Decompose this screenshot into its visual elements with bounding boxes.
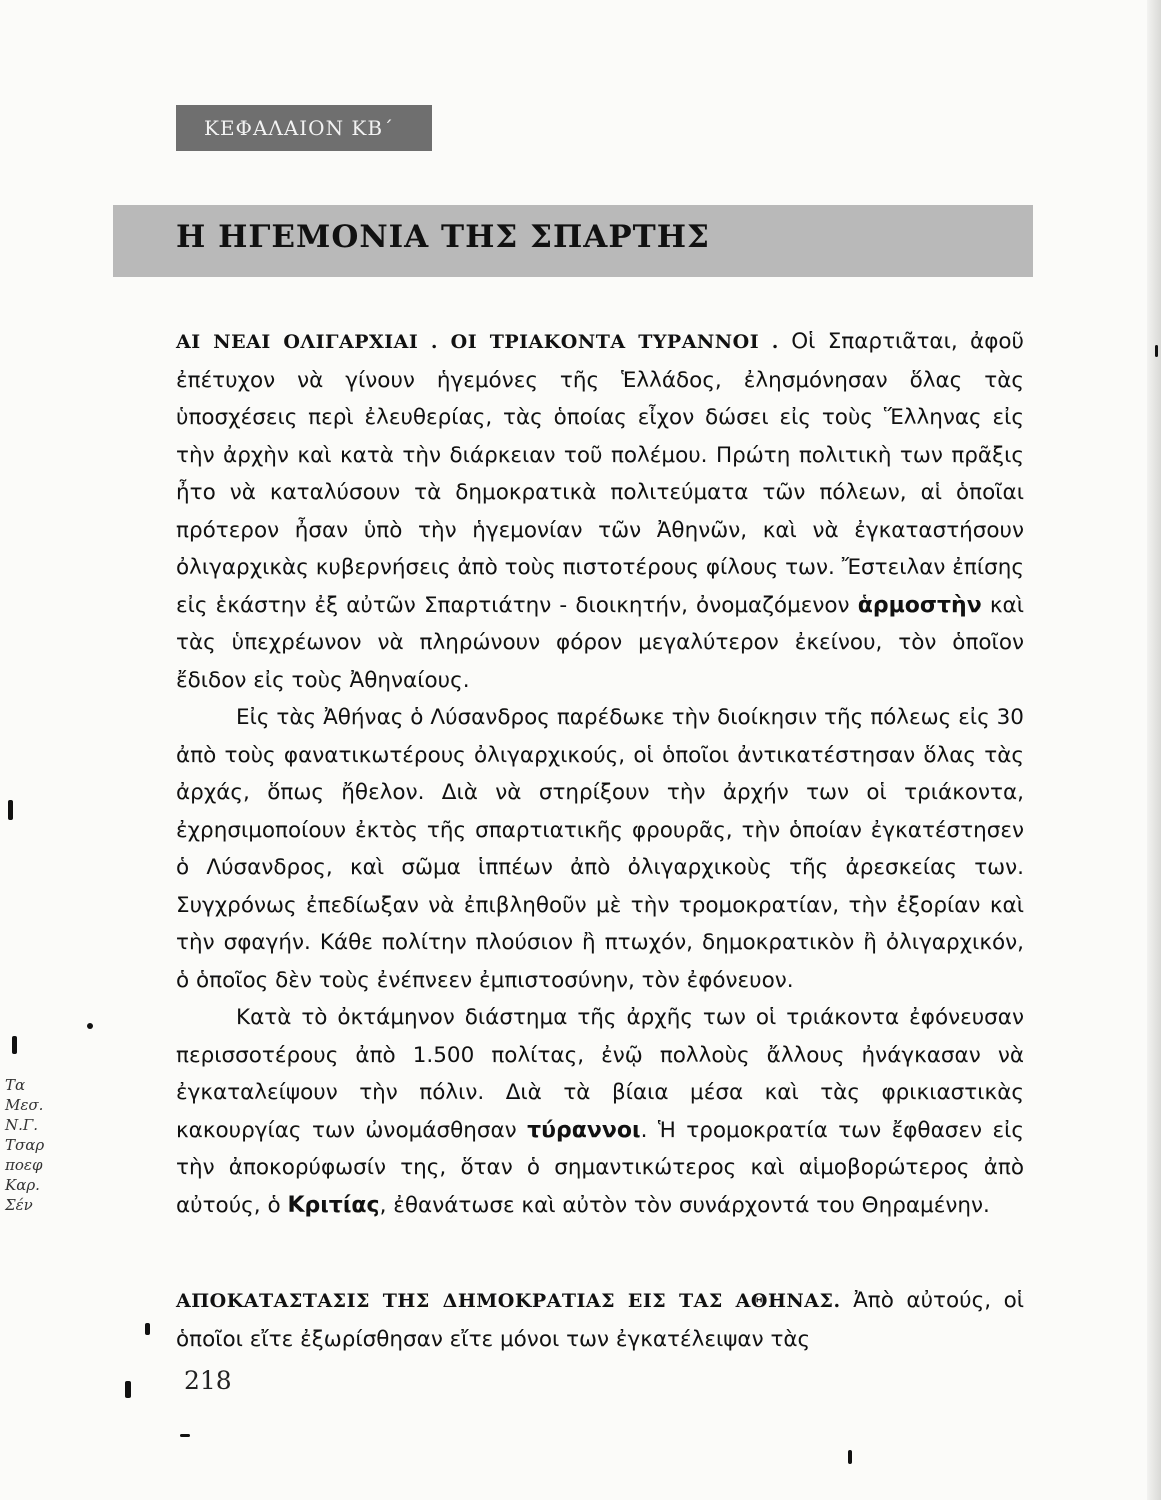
margin-note-line: ποεφ (5, 1156, 43, 1174)
p1-text-b: καὶ τὰς ὑπεχρέωνον νὰ πληρώνουν φόρον μεγαλύτερον ἐκείνου, τὸν ὁποῖον ἔδιδον εἰς τοὺς Ἀθηναίους. (176, 592, 1024, 693)
margin-note-line: Τσαρ (5, 1136, 45, 1154)
page-number: 218 (184, 1366, 232, 1395)
body-text (176, 323, 1024, 1358)
section-gap (176, 1224, 1024, 1282)
paragraph-1 (176, 323, 1024, 699)
margin-note-line: Τα (5, 1076, 26, 1094)
margin-note-line: Σέν (5, 1196, 33, 1214)
paragraph-4 (176, 1282, 1024, 1358)
paragraph-3 (176, 999, 1024, 1224)
margin-ink-mark (12, 1036, 17, 1054)
margin-note-line: Καρ. (5, 1176, 40, 1194)
p3-text-c: , ἐθανάτωσε καὶ αὐτὸν τὸν συνάρχοντά του Θηραμένην. (379, 1192, 990, 1218)
margin-note-line: Μεσ. (5, 1096, 44, 1114)
section-heading-democracy: ΑΠΟΚΑΤΑΣΤΑΣΙΣ ΤΗΣ ΔΗΜΟΚΡΑΤΙΑΣ ΕΙΣ ΤΑΣ ΑΘΗΝΑΣ. (176, 1290, 841, 1312)
p3-text-a: Κατὰ τὸ ὀκτάμηνον διάστημα τῆς ἀρχῆς των οἱ τριάκοντα ἐφόνευσαν περισσοτέρους ἀπὸ 1.500 πολίτας, ἐνῷ πολλοὺς ἄλλους ἠνάγκασαν νὰ ἐγκαταλείψουν τὴν πόλιν. Διὰ τὰ βίαια μέσα καὶ τὰς φρικιαστικὰς κακουργίας των ὠνομάσθησαν (176, 1005, 1024, 1143)
margin-ink-mark (125, 1381, 131, 1398)
term-tyrants: τύραννοι (527, 1117, 641, 1143)
margin-ink-mark (180, 1434, 190, 1437)
margin-note-line: Ν.Γ. (5, 1116, 39, 1134)
margin-ink-mark (87, 1023, 93, 1029)
handwritten-margin-note (5, 1075, 115, 1215)
p1-text-a: Οἱ Σπαρτιᾶται, ἀφοῦ ἐπέτυχον νὰ γίνουν ἡγεμόνες τῆς Ἑλλάδος, ἐλησμόνησαν ὅλας τὰς ὑποσχέσεις περὶ ἐλευθερίας, τὰς ὁποίας εἶχον δώσει εἰς τοὺς Ἕλληνας εἰς τὴν ἀρχὴν καὶ κατὰ τὴν διάρκειαν τοῦ πολέμου. Πρώτη πολιτικὴ των πρᾶξις ἦτο νὰ καταλύσουν τὰ δημοκρατικὰ πολιτεύματα τῶν πόλεων, αἱ ὁποῖαι πρότερον ἦσαν ὑπὸ τὴν ἡγεμονίαν τῶν Ἀθηνῶν, καὶ νὰ ἐγκαταστήσουν ὀλιγαρχικὰς κυβερνήσεις ἀπὸ τοὺς πιστοτέρους φίλους των. Ἔστειλαν ἐπίσης εἰς ἑκάστην ἐξ αὐτῶν Σπαρτιάτην - διοικητήν, ὀνομαζόμενον (176, 329, 1024, 618)
p4-text: Ἀπὸ αὐτούς, οἱ ὁποῖοι εἴτε ἐξωρίσθησαν εἴτε μόνοι των ἐγκατέλειψαν τὰς (176, 1288, 1024, 1352)
chapter-label-text: ΚΕΦΑΛΑΙΟΝ ΚΒ΄ (204, 116, 395, 140)
term-harmost: ἁρμοστὴν (857, 592, 982, 618)
margin-ink-mark (848, 1450, 852, 1464)
p3-text-b: . Ἡ τρομοκρατία των ἔφθασεν εἰς τὴν ἀποκορύφωσίν της, ὅταν ὁ σημαντικώτερος καὶ αἱμοβορώτερος ἀπὸ αὐτούς, ὁ (176, 1117, 1024, 1218)
chapter-title: Η ΗΓΕΜΟΝΙΑ ΤΗΣ ΣΠΑΡΤΗΣ (176, 219, 710, 255)
section-heading-oligarchies: ΑΙ ΝΕΑΙ ΟΛΙΓΑΡΧΙΑΙ . ΟΙ ΤΡΙΑΚΟΝΤΑ ΤΥΡΑΝΝΟΙ . (176, 331, 779, 353)
term-kritias: Κριτίας (287, 1192, 380, 1218)
chapter-label (176, 105, 432, 151)
page-edge-shadow (1147, 0, 1161, 1500)
margin-ink-mark (8, 800, 13, 820)
margin-ink-mark (1155, 345, 1158, 357)
margin-ink-mark (145, 1323, 150, 1335)
paragraph-2: Εἰς τὰς Ἀθήνας ὁ Λύσανδρος παρέδωκε τὴν διοίκησιν τῆς πόλεως εἰς 30 ἀπὸ τοὺς φανατικωτέρους ὀλιγαρχικούς, οἱ ὁποῖοι ἀντικατέστησαν ὅλας τὰς ἀρχάς, ὅπως ἤθελον. Διὰ νὰ στηρίξουν τὴν ἀρχήν των οἱ τριάκοντα, ἐχρησιμοποίουν ἐκτὸς τῆς σπαρτιατικῆς φρουρᾶς, τὴν ὁποίαν ἐγκατέστησεν ὁ Λύσανδρος, καὶ σῶμα ἱππέων ἀπὸ ὀλιγαρχικοὺς τῆς ἀρεσκείας των. Συγχρόνως ἐπεδίωξαν νὰ ἐπιβληθοῦν μὲ τὴν τρομοκρατίαν, τὴν ἐξορίαν καὶ τὴν σφαγήν. Κάθε πολίτην πλούσιον ἢ πτωχόν, δημοκρατικὸν ἢ ὀλιγαρχικόν, ὁ ὁποῖος δὲν τοὺς ἐνέπνεεν ἐμπιστοσύνην, τὸν ἐφόνευον. (176, 705, 1024, 993)
